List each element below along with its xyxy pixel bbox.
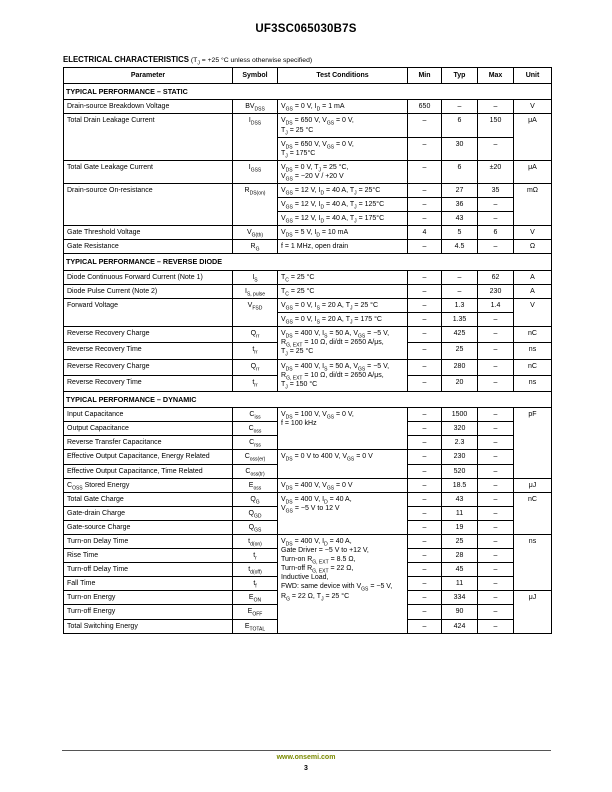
cell-param: Gate-drain Charge xyxy=(64,506,233,520)
cell-typ: 425 xyxy=(442,327,478,343)
cell-param: Gate Resistance xyxy=(64,240,233,254)
cell-unit: A xyxy=(514,284,552,298)
cell-symbol: $V_{G(th)}$ xyxy=(233,226,278,240)
cell-cond: $V_{GS} = 12$ V, $I_D = 40$ A, $T_J = 25^\circ C$ xyxy=(278,184,408,198)
cell-typ: 25 xyxy=(442,343,478,359)
table-row xyxy=(64,226,552,240)
cell-param: Turn-on Delay Time xyxy=(64,534,233,548)
cell-symbol: $R_G$ xyxy=(233,240,278,254)
cell-min: – xyxy=(408,450,442,464)
cell-typ: 520 xyxy=(442,464,478,478)
cell-max: – xyxy=(478,436,514,450)
cell-typ: 30 xyxy=(442,137,478,160)
cell-max: 62 xyxy=(478,270,514,284)
cell-min: – xyxy=(408,563,442,577)
onsemi-link[interactable]: www.onsemi.com xyxy=(276,754,336,761)
cell-typ: – xyxy=(442,100,478,114)
cell-unit: pF xyxy=(514,408,552,478)
heading-qualifier: ($T_J = +25$ °C unless otherwise specified) xyxy=(190,57,313,67)
cell-typ: 2.3 xyxy=(442,436,478,450)
cell-cond: $V_{GS} = 0$ V, $I_S = 20$ A, $T_J = 25$ °C xyxy=(278,299,408,313)
table-row xyxy=(64,184,552,198)
cell-param: Gate Threshold Voltage xyxy=(64,226,233,240)
section-row xyxy=(64,84,552,100)
cell-symbol: $Q_{GD}$ xyxy=(233,506,278,520)
cell-param: $C_{OSS}$ Stored Energy xyxy=(64,478,233,492)
section-label: TYPICAL PERFORMANCE – REVERSE DIODE xyxy=(64,254,552,270)
cell-min: – xyxy=(408,520,442,534)
heading-label: ELECTRICAL CHARACTERISTICS xyxy=(63,55,189,64)
table-row xyxy=(64,359,552,375)
footer-rule xyxy=(62,750,551,751)
cell-max: – xyxy=(478,506,514,520)
cell-min: – xyxy=(408,464,442,478)
cell-unit: μJ xyxy=(514,591,552,633)
cell-max: 6 xyxy=(478,226,514,240)
cell-param: Output Capacitance xyxy=(64,422,233,436)
cell-max: – xyxy=(478,605,514,619)
cell-cond: $V_{DS} = 650$ V, $V_{GS} = 0$ V, $T_J = 175^\circ C$ xyxy=(278,137,408,160)
page-number: 3 xyxy=(304,765,308,772)
cell-symbol: $C_{oss(er)}$ xyxy=(233,450,278,464)
cell-symbol: $t_r$ xyxy=(233,549,278,563)
table-row xyxy=(64,327,552,343)
cell-min: – xyxy=(408,343,442,359)
cell-symbol: $BV_{DSS}$ xyxy=(233,100,278,114)
cell-max: – xyxy=(478,422,514,436)
cell-max: – xyxy=(478,591,514,605)
cell-param: Rise Time xyxy=(64,549,233,563)
cell-min: – xyxy=(408,605,442,619)
cell-max: – xyxy=(478,137,514,160)
cell-typ: 11 xyxy=(442,506,478,520)
cell-param: Input Capacitance xyxy=(64,408,233,422)
cell-min: – xyxy=(408,212,442,226)
cell-symbol: $t_{d(off)}$ xyxy=(233,563,278,577)
cell-typ: 320 xyxy=(442,422,478,436)
cell-min: – xyxy=(408,534,442,548)
cell-cond: $V_{DS} = 400$ V, $I_S = 50$ A, $V_{GS} = -5$ V, $R_{G, EXT} = 10$ Ω, di/dt = 2650 A/μs, $T_J = 25$ °C xyxy=(278,327,408,359)
cell-param: Reverse Recovery Time xyxy=(64,343,233,359)
cell-param: Diode Continuous Forward Current (Note 1) xyxy=(64,270,233,284)
col-header-unit: Unit xyxy=(514,68,552,84)
cell-param: Turn-on Energy xyxy=(64,591,233,605)
cell-typ: 43 xyxy=(442,212,478,226)
cell-min: – xyxy=(408,478,442,492)
table-row xyxy=(64,240,552,254)
cell-min: – xyxy=(408,270,442,284)
table-row xyxy=(64,299,552,313)
cell-symbol: $I_{S, pulse}$ xyxy=(233,284,278,298)
cell-symbol: $Q_{rr}$ xyxy=(233,359,278,375)
cell-cond: $V_{DS} = 0$ V to 400 V, $V_{GS} = 0$ V xyxy=(278,450,408,478)
cell-max: – xyxy=(478,100,514,114)
cell-cond: $V_{GS} = 0$ V, $I_S = 20$ A, $T_J = 175$ °C xyxy=(278,313,408,327)
cell-cond: $T_C = 25$ °C xyxy=(278,284,408,298)
cell-max: 35 xyxy=(478,184,514,198)
cell-typ: 1500 xyxy=(442,408,478,422)
cell-param: Gate-source Charge xyxy=(64,520,233,534)
cell-unit: V xyxy=(514,100,552,114)
cell-param: Total Gate Charge xyxy=(64,492,233,506)
cell-unit: nC xyxy=(514,492,552,534)
cell-unit: Ω xyxy=(514,240,552,254)
cell-max: – xyxy=(478,534,514,548)
cell-max: – xyxy=(478,198,514,212)
cell-min: – xyxy=(408,375,442,391)
cell-max: – xyxy=(478,549,514,563)
section-row xyxy=(64,391,552,407)
cell-max: 230 xyxy=(478,284,514,298)
cell-param: Turn-off Delay Time xyxy=(64,563,233,577)
cell-min: – xyxy=(408,359,442,375)
col-header-typ: Typ xyxy=(442,68,478,84)
section-label: TYPICAL PERFORMANCE – STATIC xyxy=(64,84,552,100)
cell-min: – xyxy=(408,137,442,160)
cell-cond: $V_{DS} = 650$ V, $V_{GS} = 0$ V, $T_J = 25$ °C xyxy=(278,114,408,137)
cell-param: Effective Output Capacitance, Energy Related xyxy=(64,450,233,464)
cell-min: – xyxy=(408,240,442,254)
cell-unit: V xyxy=(514,226,552,240)
cell-symbol: $Q_{GS}$ xyxy=(233,520,278,534)
cell-symbol: $C_{oss(tr)}$ xyxy=(233,464,278,478)
cell-param: Turn-off Energy xyxy=(64,605,233,619)
cell-typ: 45 xyxy=(442,563,478,577)
cell-param: Total Drain Leakage Current xyxy=(64,114,233,160)
cell-max: ±20 xyxy=(478,160,514,183)
cell-min: – xyxy=(408,506,442,520)
cell-cond: $V_{DS} = 400$ V, $V_{GS} = 0$ V xyxy=(278,478,408,492)
cell-typ: 6 xyxy=(442,160,478,183)
cell-symbol: $C_{iss}$ xyxy=(233,408,278,422)
cell-min: – xyxy=(408,327,442,343)
cell-symbol: $V_{FSD}$ xyxy=(233,299,278,327)
cell-max: – xyxy=(478,359,514,375)
cell-param: Forward Voltage xyxy=(64,299,233,327)
cell-cond: f = 1 MHz, open drain xyxy=(278,240,408,254)
cell-symbol: $t_{rr}$ xyxy=(233,343,278,359)
cell-symbol: $E_{OFF}$ xyxy=(233,605,278,619)
cell-unit: ns xyxy=(514,375,552,391)
cell-symbol: $E_{TOTAL}$ xyxy=(233,619,278,633)
cell-max: – xyxy=(478,408,514,422)
cell-min: – xyxy=(408,422,442,436)
cell-typ: 1.35 xyxy=(442,313,478,327)
cell-max: – xyxy=(478,464,514,478)
cell-typ: 43 xyxy=(442,492,478,506)
cell-typ: 424 xyxy=(442,619,478,633)
cell-typ: 27 xyxy=(442,184,478,198)
cell-min: 4 xyxy=(408,226,442,240)
cell-symbol: $Q_G$ xyxy=(233,492,278,506)
cell-typ: 1.3 xyxy=(442,299,478,313)
table-row xyxy=(64,478,552,492)
col-header-parameter: Parameter xyxy=(64,68,233,84)
cell-unit: μJ xyxy=(514,478,552,492)
cell-unit: V xyxy=(514,299,552,327)
col-header-min: Min xyxy=(408,68,442,84)
cell-typ: 90 xyxy=(442,605,478,619)
cell-min: – xyxy=(408,549,442,563)
cell-symbol: $E_{ON}$ xyxy=(233,591,278,605)
cell-unit: nC xyxy=(514,327,552,343)
cell-max: – xyxy=(478,478,514,492)
cell-cond: $V_{DS} = 400$ V, $I_D = 40$ A, Gate Driver = −5 V to +12 V, Turn-on $R_{G, EXT} = 8.5$ Ω, Turn-off $R_{G, EXT} = 22$ Ω, Inductive Load, FWD: same device with $V_{GS} = -5$ V, $R_G = 22$ Ω, $T_J = 25$ °C xyxy=(278,534,408,633)
cell-typ: 4.5 xyxy=(442,240,478,254)
cell-max: – xyxy=(478,212,514,226)
cell-max: 150 xyxy=(478,114,514,137)
cell-cond: $V_{DS} = 0$ V, $T_J = 25$ °C, $V_{GS} = -20$ V / +20 V xyxy=(278,160,408,183)
table-row xyxy=(64,114,552,137)
page-title: UF3SC065030B7S xyxy=(255,23,357,35)
cell-param: Reverse Recovery Charge xyxy=(64,327,233,343)
cell-param: Diode Pulse Current (Note 2) xyxy=(64,284,233,298)
cell-param: Reverse Recovery Time xyxy=(64,375,233,391)
cell-symbol: $t_{d(on)}$ xyxy=(233,534,278,548)
cell-max: – xyxy=(478,563,514,577)
cell-max: – xyxy=(478,619,514,633)
cell-typ: 230 xyxy=(442,450,478,464)
cell-typ: 28 xyxy=(442,549,478,563)
cell-symbol: $I_{GSS}$ xyxy=(233,160,278,183)
cell-typ: 20 xyxy=(442,375,478,391)
cell-unit: mΩ xyxy=(514,184,552,226)
cell-min: – xyxy=(408,160,442,183)
table-row xyxy=(64,450,552,464)
cell-param: Total Gate Leakage Current xyxy=(64,160,233,183)
cell-min: – xyxy=(408,184,442,198)
cell-param: Reverse Recovery Charge xyxy=(64,359,233,375)
cell-symbol: $I_S$ xyxy=(233,270,278,284)
table-header-row xyxy=(64,68,552,84)
cell-param: Total Switching Energy xyxy=(64,619,233,633)
cell-min: – xyxy=(408,313,442,327)
cell-symbol: $E_{oss}$ xyxy=(233,478,278,492)
cell-unit: ns xyxy=(514,343,552,359)
cell-cond: $V_{DS} = 400$ V, $I_D = 40$ A, $V_{GS} = -5$ V to 12 V xyxy=(278,492,408,534)
cell-symbol: $I_{DSS}$ xyxy=(233,114,278,160)
col-header-max: Max xyxy=(478,68,514,84)
cell-min: – xyxy=(408,198,442,212)
cell-unit: nC xyxy=(514,359,552,375)
table-row xyxy=(64,492,552,506)
cell-max: – xyxy=(478,450,514,464)
cell-cond: $V_{DS} = 5$ V, $I_D = 10$ mA xyxy=(278,226,408,240)
cell-param: Drain-source Breakdown Voltage xyxy=(64,100,233,114)
cell-cond: $V_{GS} = 12$ V, $I_D = 40$ A, $T_J = 175^\circ C$ xyxy=(278,212,408,226)
cell-typ: – xyxy=(442,270,478,284)
table-row xyxy=(64,408,552,422)
table-row xyxy=(64,534,552,548)
cell-symbol: $t_{rr}$ xyxy=(233,375,278,391)
cell-min: 650 xyxy=(408,100,442,114)
cell-unit: μA xyxy=(514,160,552,183)
cell-min: – xyxy=(408,299,442,313)
cell-typ: 11 xyxy=(442,577,478,591)
table-row xyxy=(64,160,552,183)
cell-symbol: $C_{oss}$ xyxy=(233,422,278,436)
cell-max: – xyxy=(478,313,514,327)
cell-param: Effective Output Capacitance, Time Related xyxy=(64,464,233,478)
spec-table-body xyxy=(64,84,552,634)
section-row xyxy=(64,254,552,270)
col-header-symbol: Symbol xyxy=(233,68,278,84)
cell-param: Fall Time xyxy=(64,577,233,591)
table-row xyxy=(64,100,552,114)
cell-max: – xyxy=(478,327,514,343)
cell-unit: A xyxy=(514,270,552,284)
cell-typ: – xyxy=(442,284,478,298)
cell-param: Drain-source On-resistance xyxy=(64,184,233,226)
cell-typ: 25 xyxy=(442,534,478,548)
cell-min: – xyxy=(408,591,442,605)
cell-min: – xyxy=(408,492,442,506)
cell-cond: $V_{DS} = 400$ V, $I_S = 50$ A, $V_{GS} = -5$ V, $R_{G, EXT} = 10$ Ω, di/dt = 2650 A/μs, $T_J = 150$ °C xyxy=(278,359,408,391)
cell-param: Reverse Transfer Capacitance xyxy=(64,436,233,450)
cell-max: – xyxy=(478,577,514,591)
electrical-characteristics-table xyxy=(63,67,552,634)
col-header-test-conditions: Test Conditions xyxy=(278,68,408,84)
cell-max: – xyxy=(478,375,514,391)
cell-typ: 36 xyxy=(442,198,478,212)
cell-min: – xyxy=(408,114,442,137)
cell-cond: $V_{GS} = 0$ V, $I_D = 1$ mA xyxy=(278,100,408,114)
cell-typ: 18.5 xyxy=(442,478,478,492)
cell-min: – xyxy=(408,436,442,450)
section-label: TYPICAL PERFORMANCE – DYNAMIC xyxy=(64,391,552,407)
cell-max: – xyxy=(478,520,514,534)
cell-min: – xyxy=(408,408,442,422)
cell-symbol: $R_{DS(on)}$ xyxy=(233,184,278,226)
cell-typ: 6 xyxy=(442,114,478,137)
cell-max: 1.4 xyxy=(478,299,514,313)
cell-cond: $V_{GS} = 12$ V, $I_D = 40$ A, $T_J = 125^\circ C$ xyxy=(278,198,408,212)
cell-unit: ns xyxy=(514,534,552,590)
cell-typ: 19 xyxy=(442,520,478,534)
cell-cond: $V_{DS} = 100$ V, $V_{GS} = 0$ V, f = 100 kHz xyxy=(278,408,408,450)
cell-max: – xyxy=(478,343,514,359)
cell-min: – xyxy=(408,284,442,298)
cell-symbol: $Q_{rr}$ xyxy=(233,327,278,343)
table-row xyxy=(64,284,552,298)
cell-typ: 280 xyxy=(442,359,478,375)
cell-symbol: $C_{rss}$ xyxy=(233,436,278,450)
cell-typ: 334 xyxy=(442,591,478,605)
cell-typ: 5 xyxy=(442,226,478,240)
cell-unit: μA xyxy=(514,114,552,160)
table-row xyxy=(64,270,552,284)
cell-max: – xyxy=(478,240,514,254)
electrical-characteristics-heading xyxy=(63,55,551,67)
cell-max: – xyxy=(478,492,514,506)
cell-cond: $T_C = 25$ °C xyxy=(278,270,408,284)
cell-min: – xyxy=(408,577,442,591)
cell-symbol: $t_f$ xyxy=(233,577,278,591)
cell-min: – xyxy=(408,619,442,633)
